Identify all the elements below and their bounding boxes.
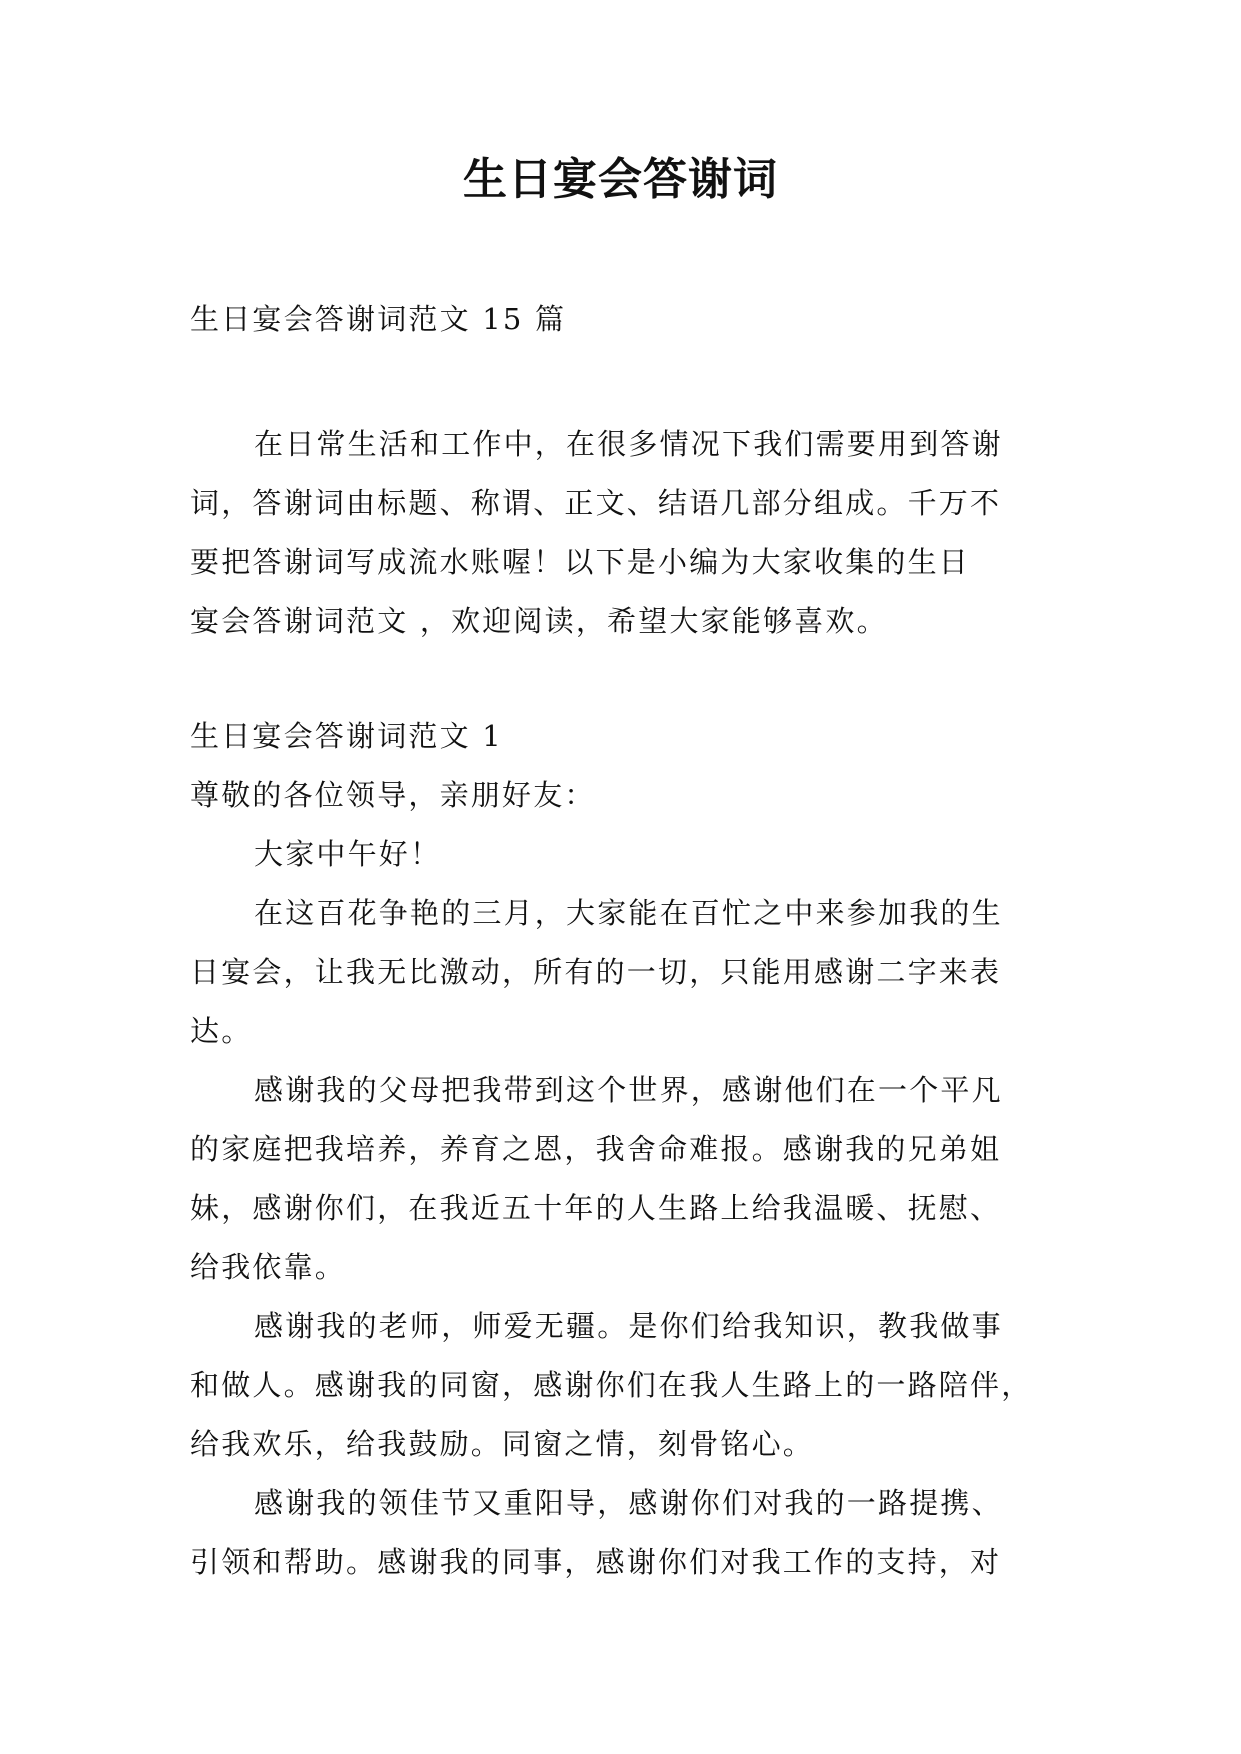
paragraph-line: 引领和帮助。感谢我的同事，感谢你们对我工作的支持，对 bbox=[190, 1545, 1002, 1579]
paragraph-line: 宴会答谢词范文 ，欢迎阅读，希望大家能够喜欢。 bbox=[190, 604, 888, 638]
paragraph-line: 给我依靠。 bbox=[190, 1250, 347, 1284]
paragraph-1 bbox=[190, 884, 1050, 1061]
paragraph-line: 在日常生活和工作中，在很多情况下我们需要用到答谢 bbox=[254, 427, 1003, 461]
paragraph-line: 达。 bbox=[190, 1014, 253, 1048]
spacer bbox=[190, 651, 1050, 707]
spacer bbox=[190, 349, 1050, 415]
paragraph-line: 和做人。感谢我的同窗，感谢你们在我人生路上的一路陪伴， bbox=[190, 1368, 1033, 1402]
paragraph-line: 日宴会，让我无比激动，所有的一切，只能用感谢二字来表 bbox=[190, 955, 1002, 989]
paragraph-line: 感谢我的领佳节又重阳导，感谢你们对我的一路提携、 bbox=[254, 1486, 1003, 1520]
paragraph-line: 感谢我的老师，师爱无疆。是你们给我知识，教我做事 bbox=[254, 1309, 1003, 1343]
paragraph-line: 词，答谢词由标题、称谓、正文、结语几部分组成。千万不 bbox=[190, 486, 1002, 520]
paragraph-3 bbox=[190, 1297, 1050, 1474]
paragraph-line: 要把答谢词写成流水账喔！以下是小编为大家收集的生日 bbox=[190, 545, 971, 579]
paragraph-2 bbox=[190, 1061, 1050, 1297]
paragraph-line: 感谢我的父母把我带到这个世界，感谢他们在一个平凡 bbox=[254, 1073, 1003, 1107]
paragraph-4 bbox=[190, 1474, 1050, 1592]
document-subtitle: 生日宴会答谢词范文 15 篇 bbox=[190, 302, 567, 336]
paragraph-line: 在这百花争艳的三月，大家能在百忙之中来参加我的生 bbox=[254, 896, 1003, 930]
intro-paragraph bbox=[190, 415, 1050, 651]
greeting: 大家中午好！ bbox=[254, 837, 442, 871]
paragraph-line: 给我欢乐，给我鼓励。同窗之情，刻骨铭心。 bbox=[190, 1427, 815, 1461]
paragraph-line: 的家庭把我培养，养育之恩，我舍命难报。感谢我的兄弟姐 bbox=[190, 1132, 1002, 1166]
document-body bbox=[190, 290, 1050, 1592]
section-heading: 生日宴会答谢词范文 1 bbox=[190, 719, 503, 753]
paragraph-line: 妹，感谢你们，在我近五十年的人生路上给我温暖、抚慰、 bbox=[190, 1191, 1002, 1225]
document-title: 生日宴会答谢词 bbox=[463, 154, 778, 205]
salutation: 尊敬的各位领导，亲朋好友： bbox=[190, 778, 596, 812]
